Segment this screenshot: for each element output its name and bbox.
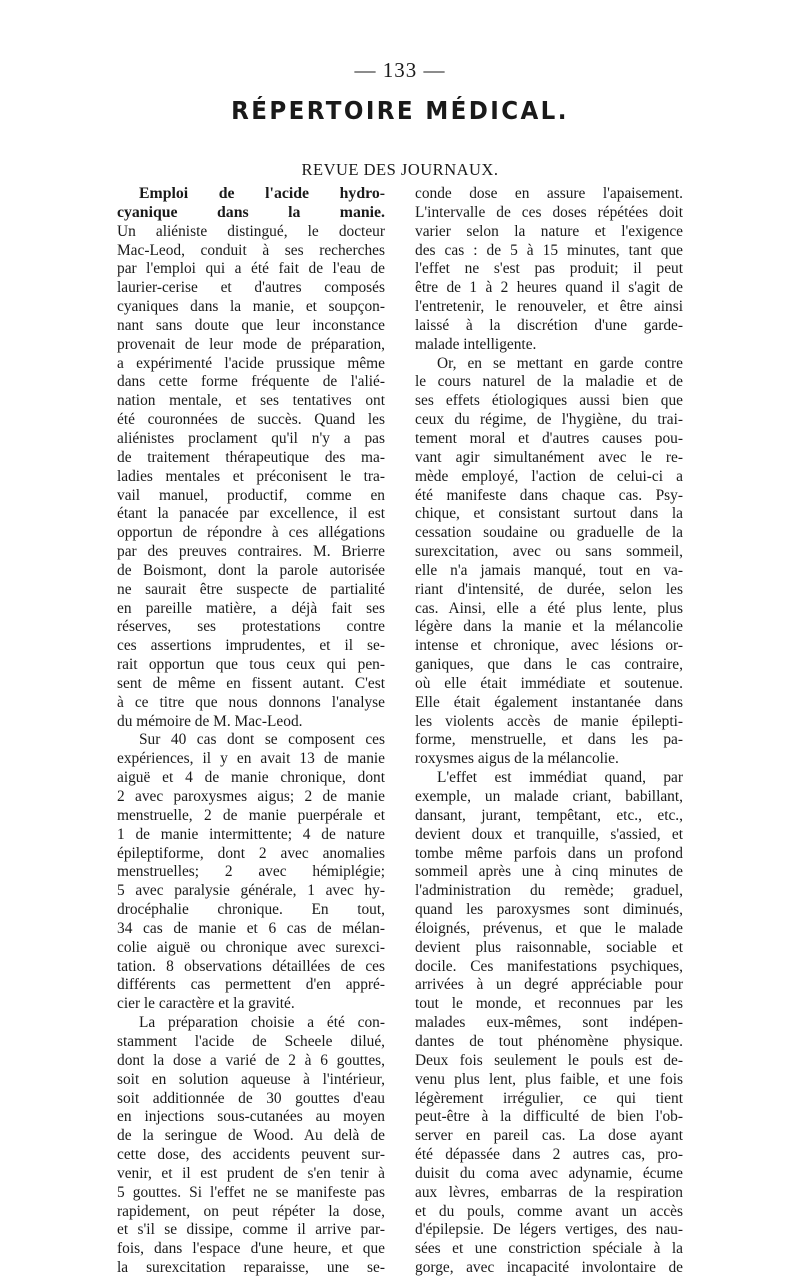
text-line: aiguë et 4 de manie chronique, dont bbox=[117, 769, 385, 787]
text-line: du mémoire de M. Mac-Leod. bbox=[117, 712, 303, 730]
text-line: intense et chronique, avec lésions or- bbox=[415, 637, 683, 655]
text-line: mède employé, l'action de celui-ci a bbox=[415, 467, 683, 485]
text-line: vail manuel, productif, comme en bbox=[117, 486, 385, 504]
text-line: arrivées à un degré appréciable pour bbox=[415, 976, 683, 994]
text-line: nation mentale, et ses tentatives ont bbox=[117, 392, 385, 410]
text-line: riant d'intensité, de durée, selon les bbox=[415, 580, 683, 598]
text-line: le cours naturel de la maladie et de bbox=[415, 373, 683, 391]
text-line: été manifeste dans chaque cas. Psy- bbox=[415, 486, 683, 504]
text-line: opportun de répondre à ces allégations bbox=[117, 524, 385, 542]
text-line: rapidement, on peut répéter la dose, bbox=[117, 1202, 385, 1220]
text-line: de la seringue de Wood. Au delà de bbox=[117, 1127, 385, 1145]
text-line: à ce titre que nous donnons l'analyse bbox=[117, 693, 385, 711]
text-line: malades eux-mêmes, sont indépen- bbox=[415, 1014, 683, 1032]
text-line: été dépassée dans 2 autres cas, pro- bbox=[415, 1146, 683, 1164]
text-line: tout le monde, et reconnues par les bbox=[415, 995, 683, 1013]
text-line: a expérimenté l'acide prussique même bbox=[117, 354, 385, 372]
text-line: devient plus raisonnable, sociable et bbox=[415, 938, 683, 956]
text-line: tement moral et d'autres causes pou- bbox=[415, 429, 683, 447]
text-line: chique, et consistant surtout dans la bbox=[415, 505, 683, 523]
text-line: cyaniques dans la manie, et soupçon- bbox=[117, 298, 385, 316]
text-line: légère dans la manie et la mélancolie bbox=[415, 618, 683, 636]
text-line: ses effets étiologiques aussi bien que bbox=[415, 392, 683, 410]
text-line: menstruelles; 2 avec hémiplégie; bbox=[117, 863, 385, 881]
text-line: Un aliéniste distingué, le docteur bbox=[117, 222, 385, 240]
text-line: ne saurait être suspecte de partialité bbox=[117, 580, 385, 598]
text-line: Elle était également instantanée dans bbox=[415, 693, 683, 711]
left-column bbox=[117, 185, 385, 1278]
text-line: par l'emploi qui a été fait de l'eau de bbox=[117, 260, 385, 278]
text-line: laurier-cerise et d'autres composés bbox=[117, 279, 385, 297]
text-line: dansant, jurant, tempêtant, etc., etc., bbox=[415, 806, 683, 824]
text-line: soit additionnée de 30 gouttes d'eau bbox=[117, 1089, 385, 1107]
section-title: REVUE DES JOURNAUX. bbox=[301, 160, 499, 179]
article-title-line: cyanique dans la manie. bbox=[117, 203, 385, 221]
text-line: 5 gouttes. Si l'effet ne se manifeste pas bbox=[117, 1183, 385, 1201]
article-title-line: Emploi de l'acide hydro- bbox=[139, 185, 385, 202]
text-line: ganiques, que dans le cas contraire, bbox=[415, 656, 683, 674]
text-line: varier selon la nature et l'exigence bbox=[415, 222, 683, 240]
text-line: soit en solution aqueuse à l'intérieur, bbox=[117, 1070, 385, 1088]
text-line: stamment l'acide de Scheele dilué, bbox=[117, 1032, 385, 1050]
text-line: server en pareil cas. La dose ayant bbox=[415, 1127, 683, 1145]
text-line: rait opportun que tous ceux qui pen- bbox=[117, 656, 385, 674]
text-line: étant la panacée par excellence, il est bbox=[117, 505, 385, 523]
text-line: cette dose, des accidents peuvent sur- bbox=[117, 1146, 385, 1164]
text-line: éloignés, prévenus, et que le malade bbox=[415, 919, 683, 937]
text-line: de Boismont, dont la parole autorisée bbox=[117, 561, 385, 579]
text-line: dantes de tout phénomène physique. bbox=[415, 1032, 683, 1050]
text-line: provenait de leur mode de préparation, bbox=[117, 335, 385, 353]
text-line: l'effet ne s'est pas produit; il peut bbox=[415, 260, 683, 278]
text-line: venir, et il est prudent de s'en tenir à bbox=[117, 1164, 385, 1182]
text-line: roxysmes aigus de la mélancolie. bbox=[415, 750, 619, 768]
text-line: sommeil après une à cinq minutes de bbox=[415, 863, 683, 881]
text-line: L'intervalle de ces doses répétées doit bbox=[415, 203, 683, 221]
right-column bbox=[415, 185, 683, 1278]
text-line: 5 avec paralysie générale, 1 avec hy- bbox=[117, 882, 385, 900]
text-line: dans cette forme fréquente de l'alié- bbox=[117, 373, 385, 391]
text-line: Mac-Leod, conduit à ses recherches bbox=[117, 241, 385, 259]
text-line: l'administration du remède; graduel, bbox=[415, 882, 683, 900]
text-line: vant agir simultanément avec le re- bbox=[415, 448, 683, 466]
text-line: L'effet est immédiat quand, par bbox=[437, 769, 683, 787]
text-line: par des preuves contraires. M. Brierre bbox=[117, 543, 385, 561]
text-line: La préparation choisie a été con- bbox=[139, 1014, 385, 1032]
text-line: en injections sous-cutanées au moyen bbox=[117, 1108, 385, 1126]
text-line: elle n'a jamais manqué, tout en va- bbox=[415, 561, 683, 579]
text-line: tation. 8 observations détaillées de ces bbox=[117, 957, 385, 975]
text-line: réserves, ses protestations contre bbox=[117, 618, 385, 636]
text-line: expériences, il y en avait 13 de manie bbox=[117, 750, 385, 768]
text-line: forme, menstruelle, et dans les pa- bbox=[415, 731, 683, 749]
text-line: où elle était immédiate et soutenue. bbox=[415, 674, 683, 692]
text-line: venu plus lent, plus faible, et une fois bbox=[415, 1070, 683, 1088]
text-line: et du pouls, comme avant un accès bbox=[415, 1202, 683, 1220]
text-line: cas. Ainsi, elle a été plus lente, plus bbox=[415, 599, 683, 617]
text-line: aliénistes proclament qu'il n'y a pas bbox=[117, 429, 385, 447]
text-line: devient doux et tranquille, s'assied, et bbox=[415, 825, 683, 843]
text-line: malade intelligente. bbox=[415, 335, 537, 353]
text-line: été couronnées de succès. Quand les bbox=[117, 411, 385, 429]
text-line: cier le caractère et la gravité. bbox=[117, 995, 295, 1013]
text-line: les violents accès de manie épilepti- bbox=[415, 712, 683, 730]
text-line: sent de même en fissent autant. C'est bbox=[117, 674, 385, 692]
text-line: ces assertions imprudentes, et il se- bbox=[117, 637, 385, 655]
text-line: tombe même parfois dans un profond bbox=[415, 844, 683, 862]
text-line: ceux du régime, de l'hygiène, du trai- bbox=[415, 411, 683, 429]
text-line: d'épilepsie. De légers vertiges, des nau- bbox=[415, 1221, 683, 1239]
text-line: aux lèvres, embarras de la respiration bbox=[415, 1183, 683, 1201]
text-line: sées et une constriction spéciale à la bbox=[415, 1240, 683, 1258]
text-line: quand les paroxysmes sont diminués, bbox=[415, 901, 683, 919]
page-number: — 133 — bbox=[354, 58, 446, 82]
text-line: légèrement irrégulier, ce qui tient bbox=[415, 1089, 683, 1107]
text-line: l'entretenir, le renouveler, et être ainsi bbox=[415, 298, 683, 316]
text-line: et s'il se dissipe, comme il arrive par- bbox=[117, 1221, 385, 1239]
text-line: 1 de manie intermittente; 4 de nature bbox=[117, 825, 385, 843]
text-line: drocéphalie chronique. En tout, bbox=[117, 901, 385, 919]
text-line: 34 cas de manie et 6 cas de mélan- bbox=[117, 919, 385, 937]
text-line: des cas : de 5 à 15 minutes, tant que bbox=[415, 241, 683, 259]
text-line: ladies mentales et préconisent le tra- bbox=[117, 467, 385, 485]
text-line: de traitement thérapeutique des ma- bbox=[117, 448, 385, 466]
text-line: 2 avec paroxysmes aigus; 2 de manie bbox=[117, 788, 385, 805]
text-line: menstruelle, 2 de manie puerpérale et bbox=[117, 806, 385, 824]
text-line: colie aiguë ou chronique avec surexci- bbox=[117, 938, 385, 956]
page-header-title: RÉPERTOIRE MÉDICAL. bbox=[231, 96, 569, 125]
text-line: être de 1 à 2 heures quand il s'agit de bbox=[415, 279, 683, 297]
text-line: surexcitation, avec ou sans sommeil, bbox=[415, 543, 683, 561]
text-line: exemple, un malade criant, babillant, bbox=[415, 788, 683, 805]
text-line: peut-être à la difficulté de bien l'ob- bbox=[415, 1108, 683, 1126]
text-line: en pareille matière, a déjà fait ses bbox=[117, 599, 385, 617]
text-line: docile. Ces manifestations psychiques, bbox=[415, 957, 683, 975]
text-line: nant sans doute que leur inconstance bbox=[117, 316, 385, 334]
text-line: dont la dose a varié de 2 à 6 gouttes, bbox=[117, 1051, 385, 1069]
text-line: laissé à la discrétion d'une garde- bbox=[415, 316, 683, 334]
text-line: duisit du coma avec adynamie, écume bbox=[415, 1164, 683, 1182]
text-line: gorge, avec incapacité involontaire de bbox=[415, 1259, 683, 1277]
text-line: la surexcitation reparaisse, une se- bbox=[117, 1259, 385, 1277]
text-line: épileptiforme, dont 2 avec anomalies bbox=[117, 844, 385, 862]
text-line: différents cas permettent d'en appré- bbox=[117, 976, 385, 994]
text-line: Or, en se mettant en garde contre bbox=[437, 354, 683, 372]
text-line: fois, dans l'espace d'une heure, et que bbox=[117, 1240, 385, 1258]
text-line: Sur 40 cas dont se composent ces bbox=[139, 731, 385, 749]
text-line: Deux fois seulement le pouls est de- bbox=[415, 1051, 683, 1069]
text-line: conde dose en assure l'apaisement. bbox=[415, 185, 683, 202]
text-line: cessation soudaine ou graduelle de la bbox=[415, 524, 683, 542]
